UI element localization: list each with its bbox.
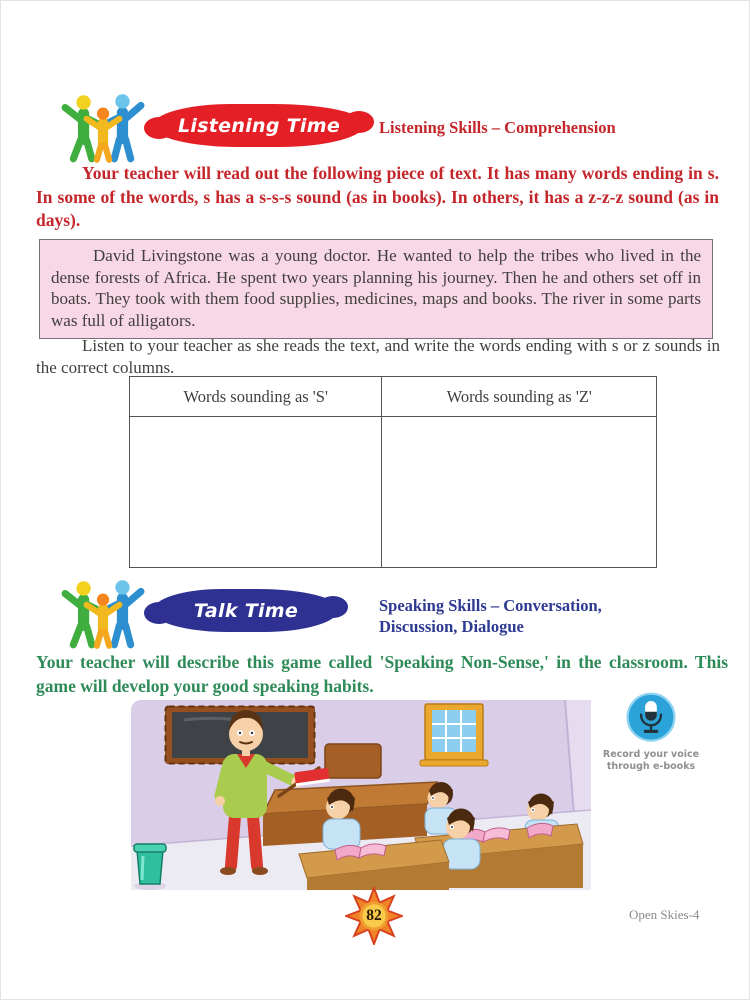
speaking-skills-line2: Discussion, Dialogue (379, 617, 524, 636)
words-table-answer-area-s[interactable] (130, 416, 381, 567)
words-table-answer-area-z[interactable] (382, 416, 656, 567)
page-number-star (345, 887, 403, 945)
window (420, 704, 488, 766)
talk-intro-text: Your teacher will describe this game called 'Speaking Non-Sense,' in the classroom. This game will develop your good speaking habits. (36, 652, 728, 696)
listening-instruction-text: Listen to your teacher as she reads the text, and write the words ending with s or z sounds in the correct columns. (36, 336, 720, 377)
listening-skills-heading: Listening Skills – Comprehension (379, 118, 616, 137)
children-icon (59, 91, 145, 163)
page-number: 82 (366, 907, 382, 924)
words-table (129, 376, 657, 568)
record-voice-feature[interactable] (597, 692, 705, 772)
words-table-column-s (130, 377, 382, 567)
words-table-column-z (382, 377, 656, 567)
book-title: Open Skies-4 (629, 907, 700, 922)
talk-time-label: Talk Time (193, 599, 299, 622)
microphone-icon[interactable] (624, 692, 678, 746)
words-table-header-s: Words sounding as 'S' (130, 377, 381, 417)
teacher-chair (325, 744, 381, 778)
speaking-skills-heading (379, 595, 699, 637)
record-voice-caption-line1: Record your voice (602, 749, 700, 760)
words-table-header-z: Words sounding as 'Z' (382, 377, 656, 417)
listening-time-label: Listening Time (177, 114, 341, 137)
students (299, 782, 583, 890)
speaking-skills-line1: Speaking Skills – Conversation, (379, 596, 602, 615)
listening-passage-box: David Livingstone was a young doctor. He wanted to help the tribes who lived in the dense forests of Africa. He spent two years planning his journey. Then he and others set off in boats. They took with them food supplies, medicines, maps and books. The river in some parts was full of alligators. (39, 239, 713, 339)
listening-intro-text: Your teacher will read out the following piece of text. It has many words ending in s. In some of the words, s has a s-s-s sound (as in books). In others, it has a z-z-z sound (as in days). (36, 163, 719, 230)
classroom-illustration (129, 698, 593, 894)
record-voice-caption (597, 749, 705, 772)
listening-time-badge (153, 104, 365, 147)
talk-time-badge (153, 589, 339, 632)
children-icon (59, 577, 145, 649)
record-voice-caption-line2: through e-books (606, 760, 696, 772)
